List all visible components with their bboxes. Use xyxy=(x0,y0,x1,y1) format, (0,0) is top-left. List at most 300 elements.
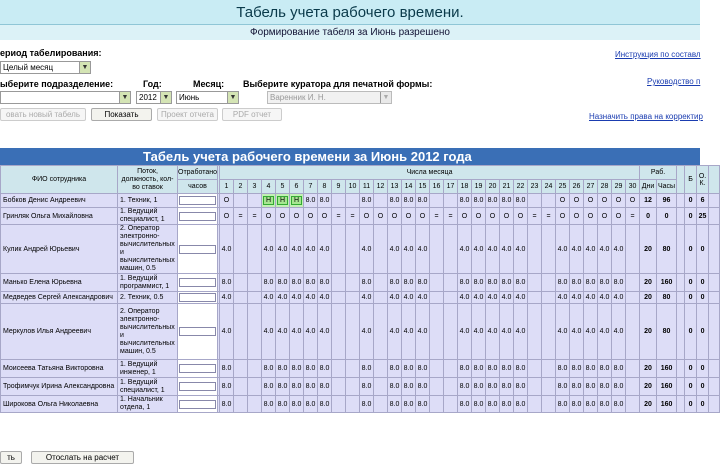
day-cell[interactable] xyxy=(234,225,248,274)
chevron-down-icon[interactable]: ▼ xyxy=(79,62,90,73)
day-cell[interactable] xyxy=(248,194,262,208)
day-cell[interactable]: 8.0 xyxy=(556,396,570,413)
day-cell[interactable] xyxy=(542,360,556,378)
day-cell[interactable]: 8.0 xyxy=(388,274,402,292)
day-cell[interactable]: 8.0 xyxy=(500,194,514,208)
day-cell[interactable] xyxy=(374,274,388,292)
day-cell[interactable]: О xyxy=(262,208,276,225)
day-cell[interactable] xyxy=(346,396,360,413)
day-cell[interactable]: 8.0 xyxy=(486,360,500,378)
day-cell[interactable]: 4.0 xyxy=(388,292,402,304)
day-cell[interactable] xyxy=(290,194,304,208)
day-cell[interactable]: 8.0 xyxy=(388,378,402,396)
day-cell[interactable]: 8.0 xyxy=(262,396,276,413)
day-cell[interactable]: 4.0 xyxy=(402,292,416,304)
day-cell[interactable] xyxy=(248,304,262,360)
day-cell[interactable]: 4.0 xyxy=(570,304,584,360)
day-cell[interactable]: 4.0 xyxy=(486,225,500,274)
day-cell[interactable]: 4.0 xyxy=(472,292,486,304)
day-cell[interactable] xyxy=(626,274,640,292)
day-cell[interactable]: = xyxy=(346,208,360,225)
day-cell[interactable] xyxy=(626,292,640,304)
day-cell[interactable]: О xyxy=(612,208,626,225)
day-cell[interactable] xyxy=(444,360,458,378)
day-cell[interactable]: 4.0 xyxy=(556,292,570,304)
day-cell[interactable] xyxy=(528,360,542,378)
day-cell[interactable]: 8.0 xyxy=(304,378,318,396)
day-cell[interactable] xyxy=(248,360,262,378)
day-cell[interactable]: 8.0 xyxy=(276,360,290,378)
day-cell[interactable]: 4.0 xyxy=(514,292,528,304)
day-cell[interactable]: 8.0 xyxy=(500,360,514,378)
day-cell[interactable]: 8.0 xyxy=(290,378,304,396)
day-cell[interactable]: 8.0 xyxy=(388,194,402,208)
day-cell[interactable]: 4.0 xyxy=(360,225,374,274)
day-cell[interactable]: 4.0 xyxy=(318,304,332,360)
day-cell[interactable]: 8.0 xyxy=(556,378,570,396)
day-cell[interactable] xyxy=(528,225,542,274)
curator-select[interactable] xyxy=(267,91,392,104)
day-cell[interactable]: 8.0 xyxy=(220,378,234,396)
day-cell[interactable]: 8.0 xyxy=(598,378,612,396)
day-cell[interactable]: 4.0 xyxy=(220,292,234,304)
day-cell[interactable]: 4.0 xyxy=(290,304,304,360)
day-cell[interactable]: 8.0 xyxy=(276,396,290,413)
send-to-payroll-button[interactable]: Отослать на расчет xyxy=(31,451,134,464)
day-cell[interactable]: О xyxy=(570,208,584,225)
footer-left-button[interactable]: ть xyxy=(0,451,22,464)
day-cell[interactable] xyxy=(444,292,458,304)
guide-link[interactable]: Руководство п xyxy=(647,77,701,86)
day-cell[interactable]: 4.0 xyxy=(304,292,318,304)
day-cell[interactable]: 8.0 xyxy=(514,378,528,396)
day-cell[interactable]: О xyxy=(416,208,430,225)
day-cell[interactable]: = xyxy=(248,208,262,225)
day-cell[interactable]: 8.0 xyxy=(304,360,318,378)
day-cell[interactable] xyxy=(346,360,360,378)
day-cell[interactable]: 8.0 xyxy=(570,378,584,396)
day-cell[interactable]: 8.0 xyxy=(262,378,276,396)
day-cell[interactable] xyxy=(262,194,276,208)
day-cell[interactable] xyxy=(528,194,542,208)
worked-hours-field[interactable] xyxy=(179,293,216,302)
day-cell[interactable] xyxy=(248,225,262,274)
day-cell[interactable]: О xyxy=(584,194,598,208)
day-cell[interactable]: 4.0 xyxy=(500,292,514,304)
day-cell[interactable] xyxy=(332,304,346,360)
day-cell[interactable]: 8.0 xyxy=(514,274,528,292)
day-cell[interactable] xyxy=(542,274,556,292)
day-cell[interactable]: 8.0 xyxy=(276,274,290,292)
day-cell[interactable]: 4.0 xyxy=(290,225,304,274)
day-cell[interactable]: О xyxy=(318,208,332,225)
day-cell[interactable]: О xyxy=(612,194,626,208)
day-cell[interactable]: 8.0 xyxy=(472,194,486,208)
day-cell[interactable] xyxy=(430,396,444,413)
worked-hours-field[interactable] xyxy=(179,382,216,391)
day-cell[interactable]: 8.0 xyxy=(290,274,304,292)
worked-hours-input[interactable] xyxy=(178,194,218,208)
day-cell[interactable]: 4.0 xyxy=(556,225,570,274)
year-select[interactable] xyxy=(136,91,172,104)
day-cell[interactable] xyxy=(444,378,458,396)
day-cell[interactable]: 4.0 xyxy=(276,304,290,360)
day-cell[interactable] xyxy=(248,378,262,396)
day-cell[interactable]: 8.0 xyxy=(584,360,598,378)
day-cell[interactable]: = xyxy=(234,208,248,225)
day-cell[interactable]: 8.0 xyxy=(612,274,626,292)
day-cell[interactable] xyxy=(542,378,556,396)
day-cell[interactable]: 8.0 xyxy=(416,378,430,396)
day-cell[interactable] xyxy=(248,396,262,413)
day-cell[interactable]: 8.0 xyxy=(388,360,402,378)
day-cell[interactable] xyxy=(542,194,556,208)
day-cell[interactable]: О xyxy=(472,208,486,225)
day-cell[interactable] xyxy=(374,378,388,396)
day-cell[interactable] xyxy=(430,304,444,360)
day-cell[interactable]: 4.0 xyxy=(570,225,584,274)
day-cell[interactable]: 4.0 xyxy=(318,292,332,304)
day-cell[interactable]: = xyxy=(626,208,640,225)
day-cell[interactable]: 4.0 xyxy=(416,304,430,360)
day-cell[interactable]: 8.0 xyxy=(514,360,528,378)
day-cell[interactable]: 4.0 xyxy=(472,225,486,274)
day-cell[interactable]: 8.0 xyxy=(458,396,472,413)
day-cell[interactable] xyxy=(542,292,556,304)
day-cell[interactable]: 8.0 xyxy=(598,396,612,413)
day-cell[interactable] xyxy=(374,304,388,360)
day-cell[interactable] xyxy=(430,360,444,378)
day-cell[interactable]: 4.0 xyxy=(402,304,416,360)
day-cell[interactable]: О xyxy=(486,208,500,225)
day-cell[interactable]: О xyxy=(500,208,514,225)
day-cell[interactable]: 8.0 xyxy=(486,274,500,292)
day-cell[interactable]: 8.0 xyxy=(612,378,626,396)
day-cell[interactable]: 8.0 xyxy=(584,274,598,292)
day-cell[interactable] xyxy=(346,304,360,360)
day-cell[interactable]: 8.0 xyxy=(556,274,570,292)
day-cell[interactable]: 8.0 xyxy=(598,360,612,378)
day-cell[interactable] xyxy=(430,225,444,274)
day-cell[interactable]: 8.0 xyxy=(472,360,486,378)
day-cell[interactable]: О xyxy=(374,208,388,225)
day-cell[interactable] xyxy=(248,292,262,304)
worked-hours-input[interactable] xyxy=(178,378,218,396)
day-cell[interactable]: 4.0 xyxy=(514,304,528,360)
day-cell[interactable]: 8.0 xyxy=(262,360,276,378)
worked-hours-field[interactable] xyxy=(179,364,216,373)
day-cell[interactable] xyxy=(234,396,248,413)
day-cell[interactable]: 8.0 xyxy=(402,378,416,396)
day-cell[interactable]: 8.0 xyxy=(500,378,514,396)
day-cell[interactable]: 8.0 xyxy=(612,360,626,378)
day-cell[interactable] xyxy=(346,225,360,274)
day-cell[interactable] xyxy=(374,360,388,378)
period-select[interactable] xyxy=(0,61,91,74)
day-cell[interactable]: 4.0 xyxy=(500,225,514,274)
day-cell[interactable] xyxy=(332,396,346,413)
day-cell[interactable] xyxy=(332,292,346,304)
day-cell[interactable]: О xyxy=(556,194,570,208)
day-cell[interactable]: 4.0 xyxy=(584,225,598,274)
report-project-button[interactable]: Проект отчета xyxy=(157,108,218,121)
day-cell[interactable]: 8.0 xyxy=(402,360,416,378)
assign-rights-link[interactable]: Назначить права на корректир xyxy=(589,112,703,121)
day-cell[interactable]: = xyxy=(444,208,458,225)
day-cell[interactable]: 8.0 xyxy=(486,378,500,396)
show-button[interactable]: Показать xyxy=(91,108,152,121)
day-cell[interactable] xyxy=(332,360,346,378)
worked-hours-field[interactable] xyxy=(179,278,216,287)
day-cell[interactable]: 8.0 xyxy=(416,274,430,292)
day-cell[interactable]: 8.0 xyxy=(556,360,570,378)
day-cell[interactable]: 4.0 xyxy=(304,304,318,360)
day-cell[interactable]: 4.0 xyxy=(220,225,234,274)
month-select[interactable] xyxy=(176,91,239,104)
day-cell[interactable]: 4.0 xyxy=(276,292,290,304)
day-cell[interactable]: 4.0 xyxy=(304,225,318,274)
day-cell[interactable]: 8.0 xyxy=(290,396,304,413)
worked-hours-field[interactable] xyxy=(179,212,216,221)
day-cell[interactable] xyxy=(444,194,458,208)
day-cell[interactable]: 4.0 xyxy=(584,292,598,304)
day-cell[interactable] xyxy=(332,194,346,208)
worked-hours-input[interactable] xyxy=(178,360,218,378)
day-cell[interactable]: 8.0 xyxy=(486,194,500,208)
day-cell[interactable]: 4.0 xyxy=(612,304,626,360)
day-cell[interactable] xyxy=(430,194,444,208)
worked-hours-field[interactable] xyxy=(179,245,216,254)
day-cell[interactable]: О xyxy=(584,208,598,225)
day-cell[interactable] xyxy=(444,274,458,292)
day-cell[interactable]: О xyxy=(556,208,570,225)
day-cell[interactable]: 8.0 xyxy=(570,396,584,413)
worked-hours-field[interactable] xyxy=(179,327,216,336)
day-cell[interactable] xyxy=(528,304,542,360)
day-cell[interactable]: О xyxy=(402,208,416,225)
day-cell[interactable] xyxy=(528,292,542,304)
day-cell[interactable] xyxy=(444,225,458,274)
day-cell[interactable]: 4.0 xyxy=(458,304,472,360)
worked-hours-field[interactable] xyxy=(179,400,216,409)
day-cell[interactable]: 8.0 xyxy=(514,194,528,208)
day-cell[interactable]: 8.0 xyxy=(472,396,486,413)
day-cell[interactable]: 8.0 xyxy=(220,360,234,378)
day-cell[interactable]: 4.0 xyxy=(500,304,514,360)
day-cell[interactable]: 4.0 xyxy=(360,304,374,360)
day-cell[interactable] xyxy=(626,378,640,396)
day-cell[interactable] xyxy=(430,274,444,292)
day-cell[interactable]: 8.0 xyxy=(220,396,234,413)
day-cell[interactable]: 8.0 xyxy=(416,360,430,378)
day-cell[interactable]: О xyxy=(570,194,584,208)
day-cell[interactable]: 8.0 xyxy=(416,194,430,208)
new-table-button[interactable]: овать новый табель xyxy=(0,108,86,121)
day-cell[interactable] xyxy=(528,396,542,413)
day-cell[interactable]: 4.0 xyxy=(598,304,612,360)
day-cell[interactable]: 4.0 xyxy=(416,292,430,304)
day-cell[interactable]: 8.0 xyxy=(290,360,304,378)
worked-hours-field[interactable] xyxy=(179,196,216,205)
day-cell[interactable]: 4.0 xyxy=(598,225,612,274)
worked-hours-input[interactable] xyxy=(178,292,218,304)
day-cell[interactable]: 4.0 xyxy=(388,304,402,360)
worked-hours-input[interactable] xyxy=(178,225,218,274)
day-cell[interactable]: = xyxy=(542,208,556,225)
day-cell[interactable] xyxy=(542,304,556,360)
day-cell[interactable]: О xyxy=(626,194,640,208)
day-cell[interactable]: О xyxy=(514,208,528,225)
day-cell[interactable]: 8.0 xyxy=(402,194,416,208)
day-cell[interactable]: 4.0 xyxy=(262,225,276,274)
day-cell[interactable]: 4.0 xyxy=(290,292,304,304)
chevron-down-icon[interactable]: ▼ xyxy=(160,92,171,103)
day-cell[interactable]: 4.0 xyxy=(514,225,528,274)
day-cell[interactable]: 8.0 xyxy=(304,396,318,413)
day-cell[interactable]: 4.0 xyxy=(556,304,570,360)
day-cell[interactable]: 8.0 xyxy=(458,360,472,378)
day-cell[interactable]: О xyxy=(276,208,290,225)
day-cell[interactable]: 4.0 xyxy=(388,225,402,274)
day-cell[interactable]: = xyxy=(430,208,444,225)
day-cell[interactable] xyxy=(626,225,640,274)
day-cell[interactable]: 4.0 xyxy=(220,304,234,360)
day-cell[interactable] xyxy=(528,274,542,292)
day-cell[interactable]: 8.0 xyxy=(360,396,374,413)
day-cell[interactable]: О xyxy=(360,208,374,225)
day-cell[interactable] xyxy=(528,378,542,396)
day-cell[interactable]: 4.0 xyxy=(458,225,472,274)
day-cell[interactable] xyxy=(430,378,444,396)
day-cell[interactable]: 4.0 xyxy=(458,292,472,304)
day-cell[interactable] xyxy=(234,292,248,304)
department-select[interactable] xyxy=(0,91,131,104)
day-cell[interactable]: 8.0 xyxy=(360,194,374,208)
day-cell[interactable] xyxy=(374,396,388,413)
day-cell[interactable]: 8.0 xyxy=(360,378,374,396)
day-cell[interactable]: 8.0 xyxy=(500,274,514,292)
day-cell[interactable]: 4.0 xyxy=(318,225,332,274)
pdf-report-button[interactable]: PDF отчет xyxy=(222,108,282,121)
day-cell[interactable]: = xyxy=(528,208,542,225)
day-cell[interactable]: 4.0 xyxy=(402,225,416,274)
day-cell[interactable]: 8.0 xyxy=(416,396,430,413)
day-cell[interactable] xyxy=(234,360,248,378)
day-cell[interactable]: 8.0 xyxy=(318,396,332,413)
day-cell[interactable]: 8.0 xyxy=(220,274,234,292)
day-cell[interactable]: 4.0 xyxy=(584,304,598,360)
day-cell[interactable]: 8.0 xyxy=(318,274,332,292)
day-cell[interactable]: 8.0 xyxy=(360,360,374,378)
chevron-down-icon[interactable]: ▼ xyxy=(119,92,130,103)
day-cell[interactable] xyxy=(234,194,248,208)
day-cell[interactable] xyxy=(374,292,388,304)
day-cell[interactable] xyxy=(234,378,248,396)
day-cell[interactable] xyxy=(542,396,556,413)
day-cell[interactable]: 8.0 xyxy=(388,396,402,413)
day-cell[interactable]: 8.0 xyxy=(402,274,416,292)
day-cell[interactable]: 8.0 xyxy=(304,194,318,208)
day-cell[interactable]: 8.0 xyxy=(402,396,416,413)
day-cell[interactable] xyxy=(346,194,360,208)
day-cell[interactable]: 4.0 xyxy=(276,225,290,274)
worked-hours-input[interactable] xyxy=(178,274,218,292)
day-cell[interactable] xyxy=(626,396,640,413)
day-cell[interactable]: 4.0 xyxy=(360,292,374,304)
manual-link[interactable]: Инструкция по составл xyxy=(615,50,701,59)
day-cell[interactable]: 8.0 xyxy=(598,274,612,292)
day-cell[interactable]: 8.0 xyxy=(514,396,528,413)
day-cell[interactable]: О xyxy=(220,208,234,225)
day-cell[interactable]: О xyxy=(388,208,402,225)
day-cell[interactable]: 8.0 xyxy=(472,274,486,292)
day-cell[interactable] xyxy=(346,274,360,292)
day-cell[interactable] xyxy=(444,396,458,413)
day-cell[interactable]: О xyxy=(304,208,318,225)
day-cell[interactable]: 8.0 xyxy=(584,378,598,396)
day-cell[interactable]: 8.0 xyxy=(360,274,374,292)
day-cell[interactable]: 4.0 xyxy=(486,304,500,360)
day-cell[interactable] xyxy=(374,225,388,274)
day-cell[interactable]: О xyxy=(598,194,612,208)
day-cell[interactable]: 8.0 xyxy=(570,360,584,378)
day-cell[interactable] xyxy=(234,304,248,360)
day-cell[interactable]: 8.0 xyxy=(318,360,332,378)
day-cell[interactable]: 8.0 xyxy=(304,274,318,292)
day-cell[interactable] xyxy=(248,274,262,292)
day-cell[interactable]: 8.0 xyxy=(584,396,598,413)
day-cell[interactable]: 4.0 xyxy=(598,292,612,304)
day-cell[interactable] xyxy=(430,292,444,304)
day-cell[interactable] xyxy=(332,378,346,396)
day-cell[interactable]: О xyxy=(220,194,234,208)
day-cell[interactable]: 4.0 xyxy=(486,292,500,304)
worked-hours-input[interactable] xyxy=(178,396,218,413)
day-cell[interactable]: 8.0 xyxy=(318,194,332,208)
day-cell[interactable]: = xyxy=(332,208,346,225)
day-cell[interactable]: 8.0 xyxy=(262,274,276,292)
day-cell[interactable]: 4.0 xyxy=(472,304,486,360)
day-cell[interactable] xyxy=(542,225,556,274)
day-cell[interactable] xyxy=(374,194,388,208)
day-cell[interactable]: 8.0 xyxy=(318,378,332,396)
day-cell[interactable]: 4.0 xyxy=(612,292,626,304)
day-cell[interactable] xyxy=(276,194,290,208)
day-cell[interactable]: 4.0 xyxy=(570,292,584,304)
day-cell[interactable]: О xyxy=(458,208,472,225)
day-cell[interactable]: 8.0 xyxy=(458,274,472,292)
day-cell[interactable] xyxy=(234,274,248,292)
day-cell[interactable]: 4.0 xyxy=(262,292,276,304)
chevron-down-icon[interactable]: ▼ xyxy=(227,92,238,103)
day-cell[interactable]: 8.0 xyxy=(612,396,626,413)
day-cell[interactable]: 8.0 xyxy=(458,378,472,396)
day-cell[interactable] xyxy=(346,292,360,304)
day-cell[interactable]: 4.0 xyxy=(612,225,626,274)
day-cell[interactable]: 8.0 xyxy=(570,274,584,292)
worked-hours-input[interactable] xyxy=(178,208,218,225)
worked-hours-input[interactable] xyxy=(178,304,218,360)
day-cell[interactable] xyxy=(626,360,640,378)
day-cell[interactable]: 4.0 xyxy=(416,225,430,274)
day-cell[interactable]: О xyxy=(598,208,612,225)
day-cell[interactable] xyxy=(444,304,458,360)
day-cell[interactable]: 8.0 xyxy=(486,396,500,413)
day-cell[interactable] xyxy=(346,378,360,396)
day-cell[interactable]: 8.0 xyxy=(458,194,472,208)
day-cell[interactable] xyxy=(626,304,640,360)
day-cell[interactable]: 8.0 xyxy=(500,396,514,413)
